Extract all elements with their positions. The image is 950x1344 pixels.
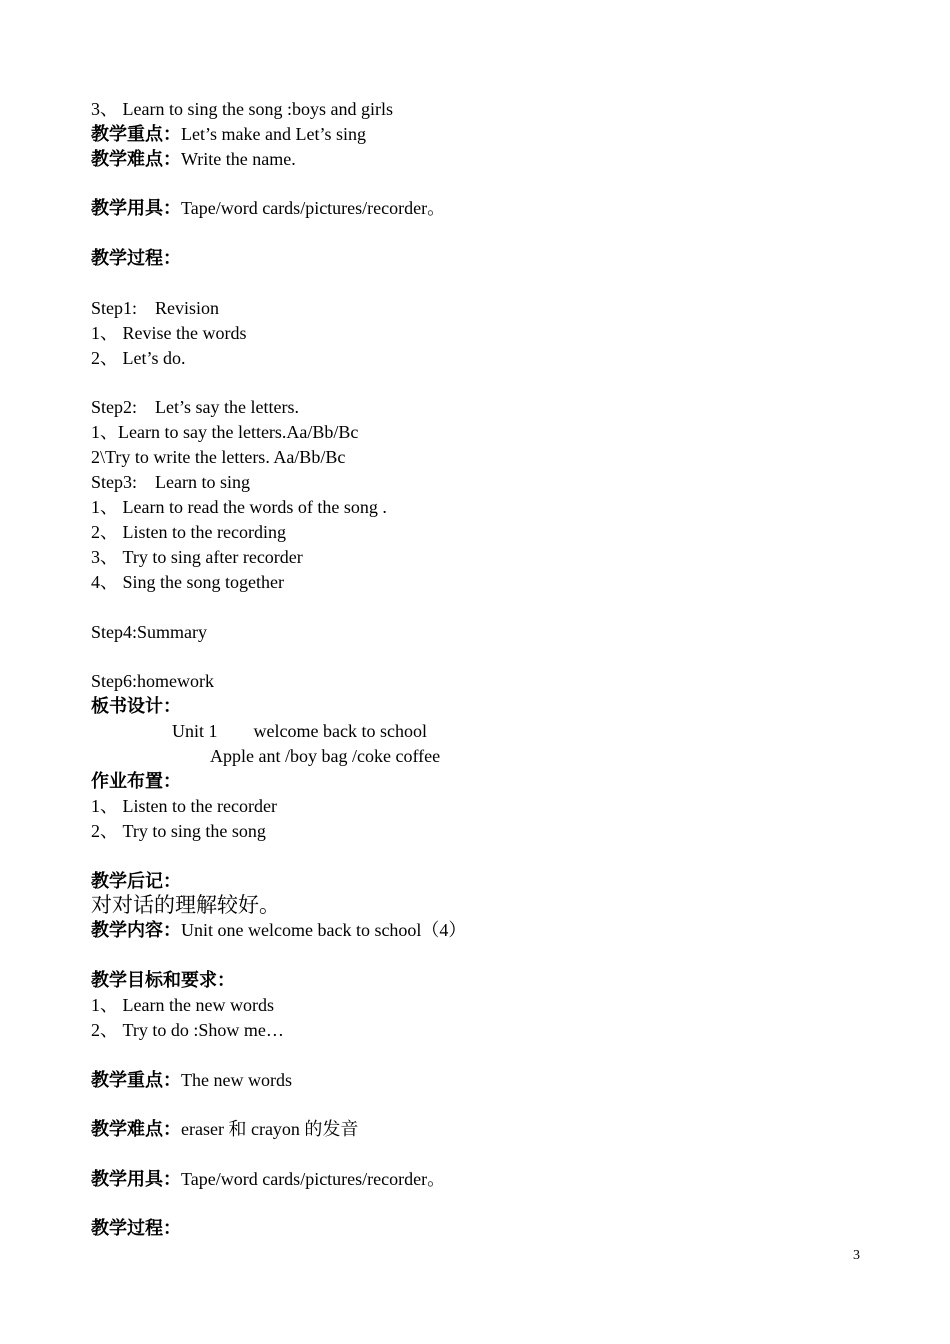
- text-line: 2、 Listen to the recording: [91, 522, 286, 542]
- section-label: 教学难点：: [91, 149, 181, 169]
- text-line: 2、 Try to sing the song: [91, 821, 266, 841]
- text-line: Step6:homework: [91, 671, 214, 691]
- section-label: 教学用具：: [91, 198, 181, 218]
- section-label: 板书设计：: [91, 696, 181, 716]
- section-label: 教学内容：: [91, 920, 181, 940]
- text-line: 2、 Let’s do.: [91, 348, 186, 368]
- text-line: Unit 1 welcome back to school: [172, 721, 427, 741]
- text-line: [91, 870, 181, 892]
- section-label: 作业布置：: [91, 771, 181, 791]
- text-line: Step3: Learn to sing: [91, 472, 250, 492]
- text-line: 教学用具：Tape/word cards/pictures/recorder。: [91, 1169, 446, 1189]
- section-label: 教学后记：: [91, 871, 181, 891]
- section-label: 教学过程：: [91, 1218, 181, 1238]
- text-line: 3、 Try to sing after recorder: [91, 547, 303, 567]
- page-number: 3: [853, 1248, 860, 1263]
- text-line: 1、 Learn to read the words of the song .: [91, 497, 387, 517]
- text-line: Apple ant /boy bag /coke coffee: [210, 746, 441, 766]
- text-line: 1、 Learn the new words: [91, 995, 274, 1015]
- text-line: 1、 Revise the words: [91, 323, 247, 343]
- text-line: 1、 Listen to the recorder: [91, 796, 277, 816]
- text-line: 4、 Sing the song together: [91, 572, 284, 592]
- text-line: 教学难点：eraser 和 crayon 的发音: [91, 1119, 359, 1139]
- text-line: [91, 770, 181, 792]
- text-line: [91, 695, 181, 717]
- section-label: 教学过程：: [91, 248, 181, 268]
- text-line: Step1: Revision: [91, 298, 220, 318]
- text-line: Step4:Summary: [91, 622, 207, 642]
- text-line: 教学内容：Unit one welcome back to school（4）: [91, 920, 467, 940]
- text-line: Step2: Let’s say the letters.: [91, 397, 299, 417]
- text-line: 教学用具：Tape/word cards/pictures/recorder。: [91, 198, 446, 218]
- text-line: 3、 Learn to sing the song :boys and girls: [91, 99, 393, 119]
- text-line: 1、Learn to say the letters.Aa/Bb/Bc: [91, 422, 359, 442]
- text-line: [91, 1217, 181, 1239]
- section-label: 教学重点：: [91, 1070, 181, 1090]
- text-line: 2\Try to write the letters. Aa/Bb/Bc: [91, 447, 346, 467]
- text-line: 教学难点：Write the name.: [91, 149, 296, 169]
- text-line: 教学重点：Let’s make and Let’s sing: [91, 124, 366, 144]
- text-line: 对对话的理解较好。: [91, 893, 280, 917]
- section-label: 教学重点：: [91, 124, 181, 144]
- text-line: [91, 247, 181, 269]
- text-line: 2、 Try to do :Show me…: [91, 1020, 284, 1040]
- section-label: 教学目标和要求：: [91, 970, 235, 990]
- text-line: 教学重点：The new words: [91, 1070, 292, 1090]
- section-label: 教学用具：: [91, 1169, 181, 1189]
- section-label: 教学难点：: [91, 1119, 181, 1139]
- text-line: [91, 969, 235, 991]
